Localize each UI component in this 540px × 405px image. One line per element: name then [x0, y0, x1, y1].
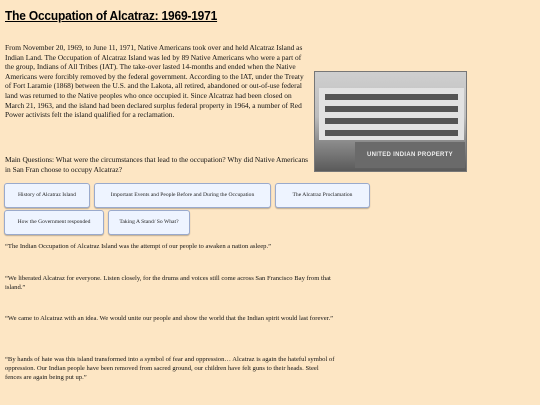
alcatraz-photo [314, 71, 467, 172]
photo-sign: UNITED INDIAN PROPERTY [355, 142, 465, 168]
intro-paragraph: From November 20, 1969, to June 11, 1971, Native Americans took over and held Alcatraz Island as Indian Land. The Occupation of Alcatraz Island was led by 89 Native Americans who were a part of the group, Indians of All Tribes (IAT). The take-over lasted 14-months and ended when the Native Americans were forcibly removed by the federal government. According to the IAT, under the Treaty of Fort Laramie (1868) between the U.S. and the Lakota, all retired, abandoned or out-of-use federal land was returned to the Native peoples who once occupied it. Since Alcatraz had been closed on March 21, 1963, and the island had been declared surplus federal property in 1964, a number of Red Power activists felt the island qualified for a reclamation. [5, 43, 304, 120]
nav-button-proclamation[interactable]: The Alcatraz Proclamation [275, 183, 370, 208]
quote-2: “We liberated Alcatraz for everyone. Listen closely, for the drums and voices still come across San Francisco Bay from that island.” [5, 275, 331, 291]
nav-button-events-people[interactable]: Important Events and People Before and During the Occupation [94, 183, 271, 208]
quote-3: “We came to Alcatraz with an idea. We would unite our people and show the world that the Indian spirit would last forever.” [5, 315, 334, 322]
photo-window-row [325, 94, 458, 100]
nav-button-history[interactable]: History of Alcatraz Island [4, 183, 90, 208]
photo-window-row [325, 118, 458, 124]
photo-window-row [325, 106, 458, 112]
main-questions: Main Questions: What were the circumstances that lead to the occupation? Why did Native Americans in San Fran choose to occupy Alcatraz? [5, 155, 309, 174]
photo-window-row [325, 130, 458, 136]
page-title: The Occupation of Alcatraz: 1969-1971 [5, 8, 218, 23]
nav-button-government-response[interactable]: How the Government responded [4, 210, 104, 235]
quote-1: “The Indian Occupation of Alcatraz Island was the attempt of our people to awaken a nation asleep.” [5, 243, 272, 250]
quote-4: “By hands of hate was this island transformed into a symbol of fear and oppression… Alcatraz is again the hateful symbol of oppression. Our Indian people have been removed from sacred ground, our children have felt guns to their heads. Steel fences are again being put up.” [5, 356, 335, 381]
nav-row-1 [4, 183, 370, 208]
photo-building [319, 88, 464, 140]
nav-row-2 [4, 210, 190, 235]
nav-button-taking-a-stand[interactable]: Taking A Stand/ So What? [108, 210, 190, 235]
